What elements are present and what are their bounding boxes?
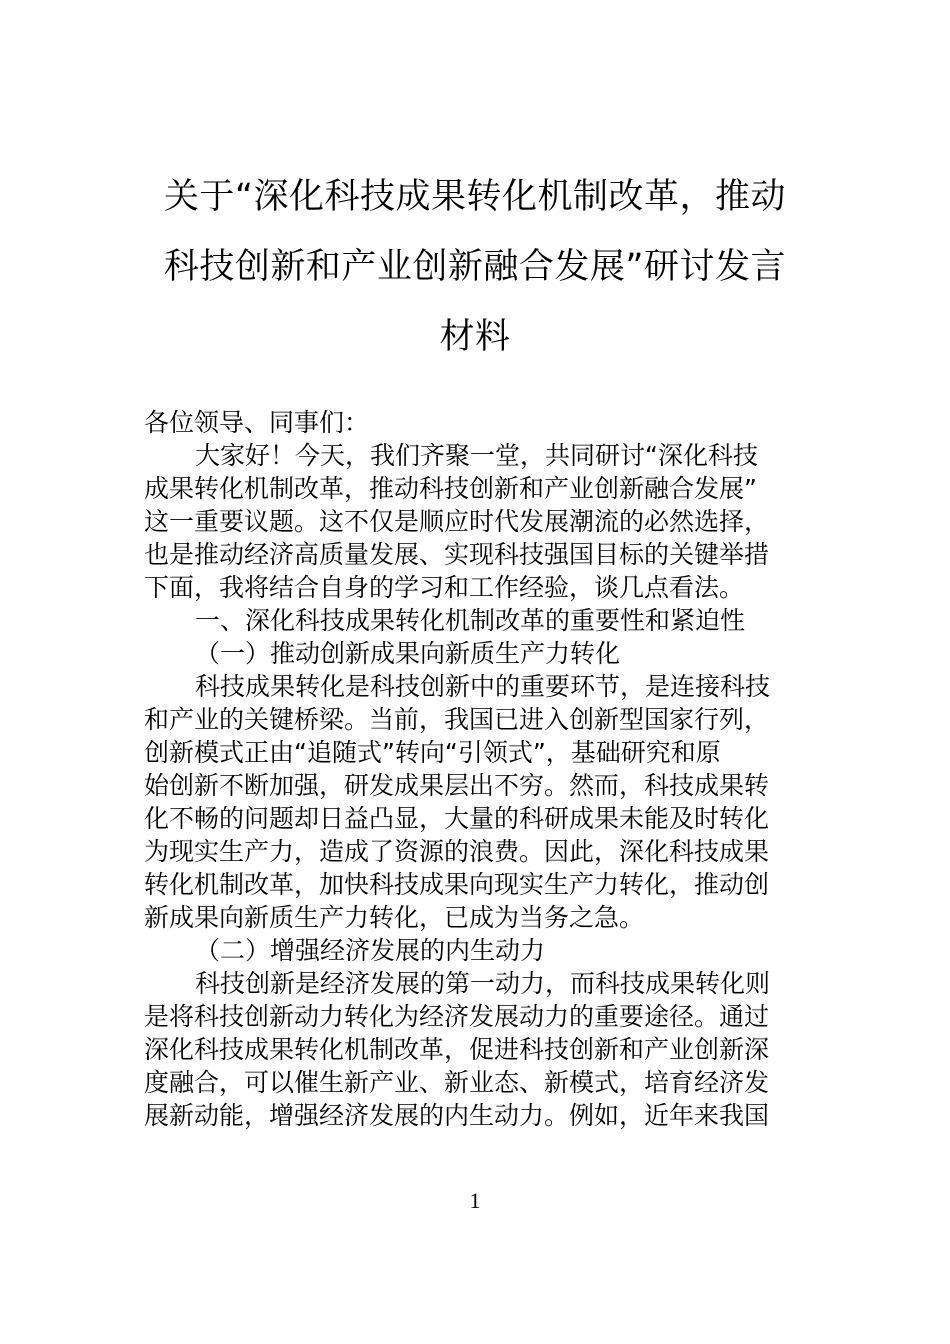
- text-line: 深化科技成果转化机制改革，促进科技创新和产业创新深: [144, 1035, 770, 1064]
- text-line: （二）增强经济发展的内生动力: [195, 936, 546, 965]
- text-line: （一）推动创新成果向新质生产力转化: [195, 639, 621, 668]
- text-line: 各位领导、同事们：: [144, 408, 370, 437]
- title-line: 关于“深化科技成果转化机制改革，推动: [163, 177, 787, 217]
- text-line: 这一重要议题。这不仅是顺应时代发展潮流的必然选择，: [144, 507, 770, 536]
- text-line: 也是推动经济高质量发展、实现科技强国目标的关键举措: [144, 540, 770, 569]
- document-body: [144, 406, 814, 1132]
- text-line: 化不畅的问题却日益凸显，大量的科研成果未能及时转化: [144, 804, 770, 833]
- text-line: 创新模式正由“追随式”转向“引领式”，基础研究和原: [144, 738, 721, 767]
- text-line: 新成果向新质生产力转化，已成为当务之急。: [144, 903, 645, 932]
- text-line: 下面，我将结合自身的学习和工作经验，谈几点看法。: [144, 573, 745, 602]
- text-line: 一、深化科技成果转化机制改革的重要性和紧迫性: [195, 606, 746, 635]
- title-line: 科技创新和产业创新融合发展”研讨发言: [163, 247, 787, 287]
- text-line: 科技创新是经济发展的第一动力，而科技成果转化则: [195, 969, 771, 998]
- document-title: [140, 162, 810, 372]
- text-line: 转化机制改革，加快科技成果向现实生产力转化，推动创: [144, 870, 770, 899]
- text-line: 度融合，可以催生新产业、新业态、新模式，培育经济发: [144, 1068, 770, 1097]
- text-line: 始创新不断加强，研发成果层出不穷。然而，科技成果转: [144, 771, 770, 800]
- text-line: 是将科技创新动力转化为经济发展动力的重要途径。通过: [144, 1002, 770, 1031]
- text-line: 为现实生产力，造成了资源的浪费。因此，深化科技成果: [144, 837, 770, 866]
- title-line: 材料: [439, 317, 511, 357]
- text-line: 和产业的关键桥梁。当前，我国已进入创新型国家行列，: [144, 705, 770, 734]
- text-line: 科技成果转化是科技创新中的重要环节，是连接科技: [195, 672, 771, 701]
- text-line: 展新动能，增强经济发展的内生动力。例如，近年来我国: [144, 1101, 770, 1130]
- text-line: 成果转化机制改革，推动科技创新和产业创新融合发展”: [144, 474, 757, 503]
- page-number: 1: [469, 1188, 481, 1213]
- text-line: 大家好！今天，我们齐聚一堂，共同研讨“深化科技: [195, 441, 758, 470]
